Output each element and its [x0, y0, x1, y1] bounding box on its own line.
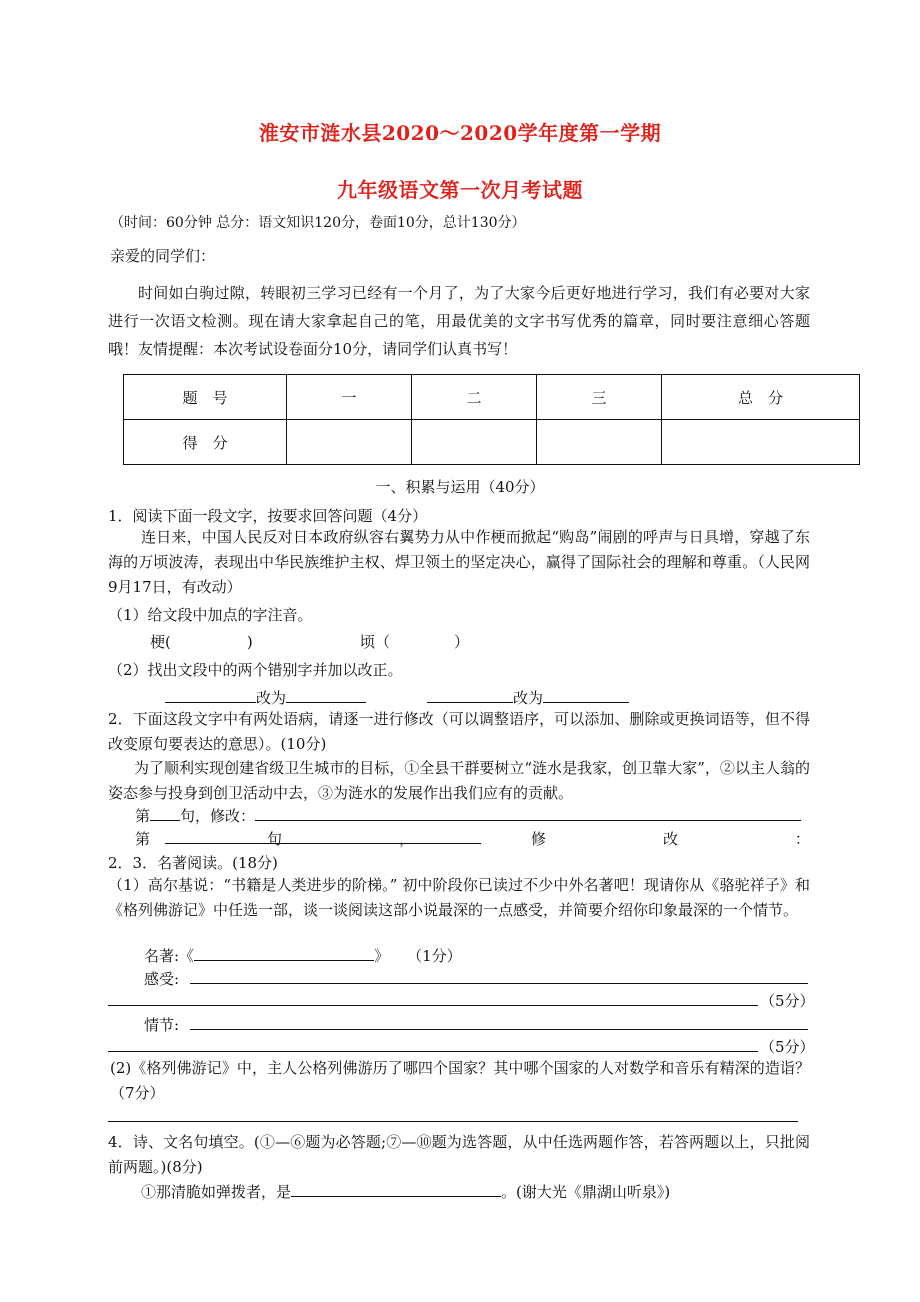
score-header-cell: 一 [287, 375, 412, 420]
plot-blank-2[interactable] [108, 1051, 758, 1052]
score-input-cell[interactable] [287, 420, 412, 465]
wrong-char-blank[interactable] [427, 688, 513, 703]
correction-pair-2 [427, 687, 629, 708]
change-to-label: 改为 [256, 689, 287, 707]
plot-label: 情节: [144, 1016, 180, 1034]
score-input-cell[interactable] [662, 420, 860, 465]
q2-line2-part: ， [398, 830, 414, 848]
score-header-cell: 题 号 [124, 375, 287, 420]
book-score: （1分） [407, 947, 462, 965]
q2-passage: 为了顺利实现创建省级卫生城市的目标，①全县干群要树立“涟水是我家，创卫靠大家”，②以主人翁的姿态参与投身到创卫活动中去，③为涟水的发展作出我们应有的贡献。 [108, 759, 810, 802]
plot-score: （5分） [760, 1038, 815, 1056]
book-label: 名著:《 [144, 947, 195, 965]
score-header-cell: 二 [412, 375, 537, 420]
q1-char1 [150, 631, 253, 652]
char2-close: ） [454, 633, 470, 651]
correct-char-blank[interactable] [543, 688, 629, 703]
greeting: 亲爱的同学们： [110, 247, 216, 265]
char1-close: ) [246, 633, 253, 651]
q2-answer-line-2 [135, 828, 810, 849]
q1-sub2: （2）找出文段中的两个错别字并加以改正。 [108, 661, 403, 679]
q2-line1-b: 句，修改： [180, 807, 256, 825]
exam-subtitle: 九年级语文第一次月考试题 [337, 178, 583, 202]
plot-blank-1[interactable] [190, 1029, 808, 1030]
q2-line2-part: 修 [530, 830, 546, 848]
book-line [144, 945, 462, 966]
poem-line-blank[interactable] [291, 1182, 501, 1197]
q3-sub1: （1）高尔基说：“书籍是人类进步的阶梯。” 初中阶段你已读过不少中外名著吧！现请你从《骆驼祥子》和《格列佛游记》中任选一部，谈一谈阅读这部小说最深的一点感受，并简要介绍你印象最深的一个情节。 [108, 876, 810, 919]
section-heading: 一、积累与运用（40分） [375, 478, 545, 496]
char2-label: 顷（ [360, 633, 391, 651]
sentence-number-blank[interactable] [150, 806, 180, 821]
score-row-label: 得 分 [124, 420, 287, 465]
book-close: 》 [374, 947, 390, 965]
q3-sub2-answer-blank[interactable] [108, 1121, 798, 1122]
intro-paragraph: 时间如白驹过隙，转眼初三学习已经有一个月了，为了大家今后更好地进行学习，我们有必要对大家进行一次语文检测。现在请大家拿起自己的笔，用最优美的文字书写优秀的篇章，同时要注意细心答题哦！友情提醒：本次考试设卷面分10分，请同学们认真书写！ [108, 284, 810, 358]
feeling-blank-1[interactable] [190, 983, 808, 984]
feeling-blank-2[interactable] [108, 1005, 758, 1006]
score-input-cell[interactable] [537, 420, 662, 465]
q4-item1 [141, 1181, 670, 1202]
exam-title: 淮安市涟水县2020～2020学年度第一学期 [258, 121, 662, 145]
q2-answer-line-1 [135, 805, 801, 826]
q2-line2-part: 改 [662, 830, 678, 848]
score-header-cell: 三 [537, 375, 662, 420]
q3-sub2: (2)《格列佛游记》中，主人公格列佛游历了哪四个国家？其中哪个国家的人对数学和音乐有精深的造诣？（7分） [110, 1059, 810, 1102]
q2-line2-part: ： [794, 830, 810, 848]
score-header-cell: 总 分 [662, 375, 860, 420]
change-to-label: 改为 [513, 689, 544, 707]
q2-line2-part: 句 [266, 830, 282, 848]
q2-line2-part: 第 [135, 830, 151, 848]
correction-pair-1 [165, 687, 366, 708]
q4-item1-a: ①那清脆如弹拨者，是 [141, 1183, 292, 1201]
q1-stem: 1．阅读下面一段文字，按要求回答问题（4分） [108, 507, 428, 525]
score-table-header-row [124, 375, 860, 420]
q4-item1-b: 。(谢大光《鼎湖山听泉》) [501, 1183, 671, 1201]
q2-line1-a: 第 [135, 807, 151, 825]
feeling-label: 感受: [144, 970, 180, 988]
q4-stem: 4．诗、文名句填空。(①—⑥题为必答题;⑦—⑩题为选答题，从中任选两题作答，若答两题以上，只批阅前两题。)(8分) [108, 1133, 810, 1176]
char1-label: 梗( [150, 633, 171, 651]
exam-info: （时间：60分钟 总分：语文知识120分，卷面10分，总计130分） [110, 215, 526, 231]
wrong-char-blank[interactable] [165, 688, 256, 703]
score-input-cell[interactable] [412, 420, 537, 465]
revision-blank[interactable] [255, 806, 801, 821]
q3-stem: 2．3．名著阅读。(18分) [108, 854, 278, 872]
q1-char2 [360, 631, 469, 652]
score-table-score-row [124, 420, 860, 465]
feeling-score: （5分） [760, 992, 815, 1010]
q2-stem: 2．下面这段文字中有两处语病，请逐一进行修改（可以调整语序，可以添加、删除或更换词语等，但不得改变原句要表达的意思）。(10分) [108, 710, 810, 753]
sentence-number-blank-2[interactable] [165, 843, 481, 844]
book-name-blank[interactable] [194, 946, 374, 961]
q1-sub1: （1）给文段中加点的字注音。 [108, 606, 313, 624]
correct-char-blank[interactable] [286, 688, 366, 703]
score-table [123, 374, 860, 465]
q1-passage: 连日来，中国人民反对日本政府纵容右翼势力从中作梗而掀起“购岛”闹剧的呼声与日具增，穿越了东海的万顷波涛，表现出中华民族维护主权、焊卫领土的坚定决心，赢得了国际社会的理解和尊重。（人民网9月17日，有改动） [108, 528, 810, 596]
